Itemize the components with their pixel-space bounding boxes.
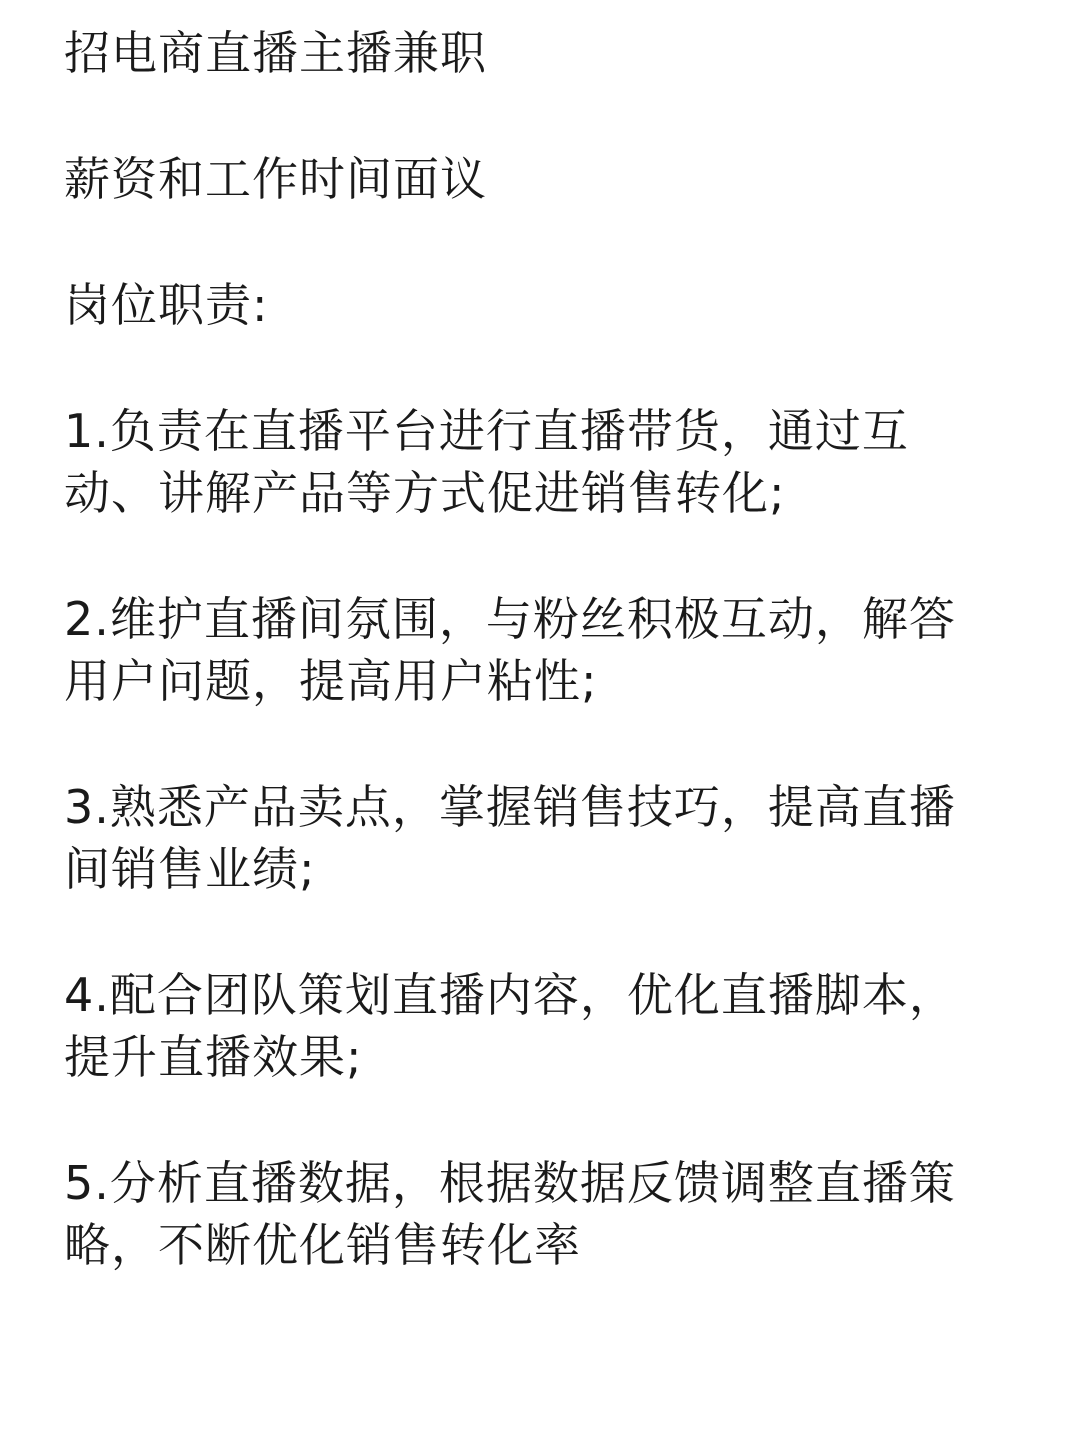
spacer [64, 336, 1024, 400]
duty-item-1 [64, 400, 1024, 524]
post-title: 招电商直播主播兼职 [64, 26, 487, 80]
spacer [64, 84, 1024, 148]
duty-line: 5.分析直播数据，根据数据反馈调整直播策 [64, 1156, 956, 1210]
duty-line: 3.熟悉产品卖点，掌握销售技巧，提高直播 [64, 780, 956, 834]
duty-line: 1.负责在直播平台进行直播带货，通过互 [64, 404, 909, 458]
duty-item-2 [64, 588, 1024, 712]
spacer [64, 1088, 1024, 1152]
duty-item-4 [64, 964, 1024, 1088]
duty-line: 用户问题，提高用户粘性; [64, 654, 598, 708]
duty-line: 间销售业绩; [64, 842, 316, 896]
duty-item-5 [64, 1152, 1024, 1276]
duty-line: 4.配合团队策划直播内容，优化直播脚本， [64, 968, 956, 1022]
duty-line: 2.维护直播间氛围，与粉丝积极互动，解答 [64, 592, 956, 646]
duty-item-3 [64, 776, 1024, 900]
spacer [64, 712, 1024, 776]
duty-line: 略，不断优化销售转化率 [64, 1218, 581, 1272]
job-post-document [64, 22, 1024, 1276]
spacer [64, 900, 1024, 964]
duties-heading: 岗位职责: [64, 278, 269, 332]
spacer [64, 524, 1024, 588]
spacer [64, 210, 1024, 274]
salary-note: 薪资和工作时间面议 [64, 152, 487, 206]
duty-line: 动、讲解产品等方式促进销售转化; [64, 466, 786, 520]
duty-line: 提升直播效果; [64, 1030, 363, 1084]
